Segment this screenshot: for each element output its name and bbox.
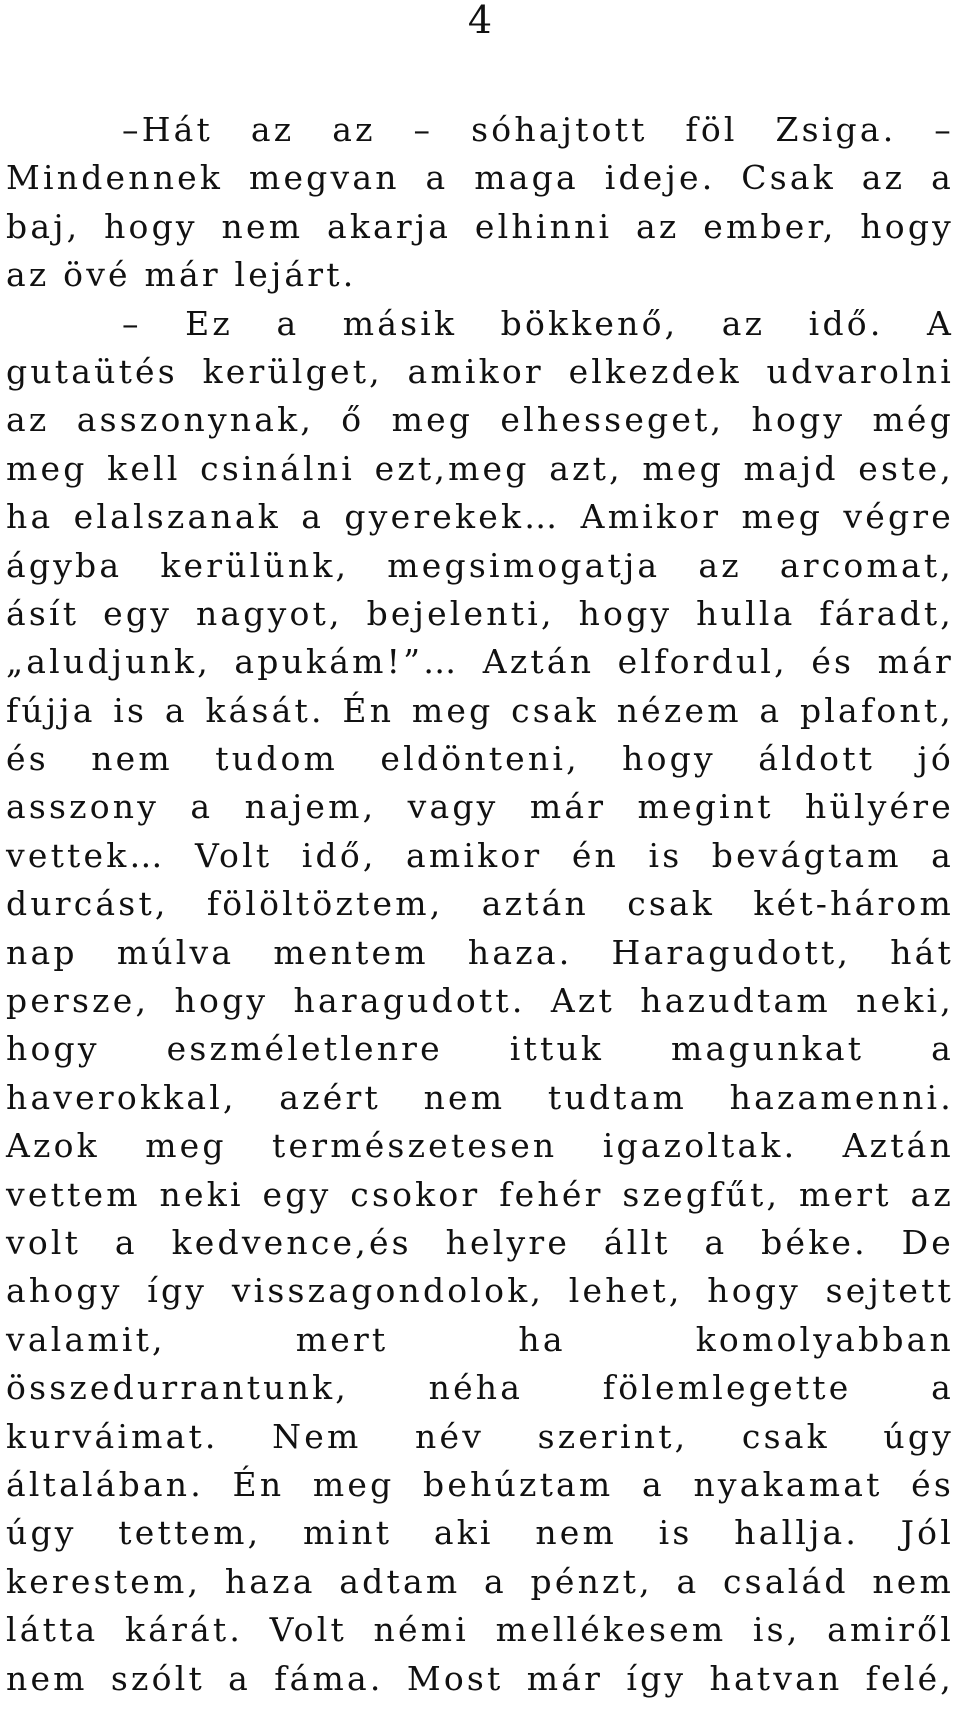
text-line: durcást, fölöltöztem, aztán csak két-három	[6, 884, 954, 924]
body-text	[6, 106, 954, 1703]
text-line: nap múlva mentem haza. Haragudott, hát	[6, 932, 954, 972]
page-number: 4	[467, 0, 493, 42]
text-line: Mindennek megvan a maga ideje. Csak az a	[6, 158, 954, 198]
text-line: kerestem, haza adtam a pénzt, a család nem	[6, 1561, 954, 1601]
text-line: nem szólt a fáma. Most már így hatvan felé,	[6, 1658, 954, 1698]
text-line: „aludjunk, apukám!”… Aztán elfordul, és már	[6, 642, 954, 682]
text-line: volt a kedvence,és helyre állt a béke. De	[6, 1222, 954, 1262]
text-line: az övé már lejárt.	[6, 255, 357, 295]
text-line: Azok meg természetesen igazoltak. Aztán	[6, 1126, 954, 1166]
text-line: asszony a najem, vagy már megint hülyére	[6, 787, 954, 827]
text-line: persze, hogy haragudott. Azt hazudtam neki,	[6, 981, 954, 1021]
text-line: –Hát az az – sóhajtott föl Zsiga. –	[122, 110, 954, 149]
text-line: és nem tudom eldönteni, hogy áldott jó	[6, 739, 954, 779]
text-line: hogy eszméletlenre ittuk magunkat a	[6, 1029, 954, 1069]
text-line: fújja is a kását. Én meg csak nézem a plafont,	[6, 690, 954, 730]
text-line: látta kárát. Volt némi mellékesem is, amiről	[6, 1610, 954, 1650]
text-line: haverokkal, azért nem tudtam hazamenni.	[6, 1077, 954, 1117]
text-line: általában. Én meg behúztam a nyakamat és	[6, 1464, 954, 1504]
text-line: vettek… Volt idő, amikor én is bevágtam a	[6, 835, 954, 875]
text-line: ha elalszanak a gyerekek… Amikor meg végre	[6, 497, 954, 537]
text-line: az asszonynak, ő meg elhesseget, hogy még	[6, 400, 954, 440]
text-line: – Ez a másik bökkenő, az idő. A	[122, 303, 954, 343]
text-line: baj, hogy nem akarja elhinni az ember, hogy	[6, 206, 954, 246]
text-line: kurváimat. Nem név szerint, csak úgy	[6, 1416, 954, 1456]
text-line: valamit, mert ha komolyabban	[6, 1319, 954, 1359]
text-line: meg kell csinálni ezt,meg azt, meg majd este,	[6, 448, 954, 488]
text-line: ásít egy nagyot, bejelenti, hogy hulla fáradt,	[6, 593, 954, 633]
text-line: összedurrantunk, néha fölemlegette a	[6, 1368, 954, 1408]
text-line: ágyba kerülünk, megsimogatja az arcomat,	[6, 545, 954, 585]
text-line: vettem neki egy csokor fehér szegfűt, mert az	[6, 1174, 954, 1214]
text-line: úgy tettem, mint aki nem is hallja. Jól	[6, 1513, 954, 1553]
text-line: ahogy így visszagondolok, lehet, hogy sejtett	[6, 1271, 954, 1311]
text-line: gutaütés kerülget, amikor elkezdek udvarolni	[6, 351, 954, 391]
